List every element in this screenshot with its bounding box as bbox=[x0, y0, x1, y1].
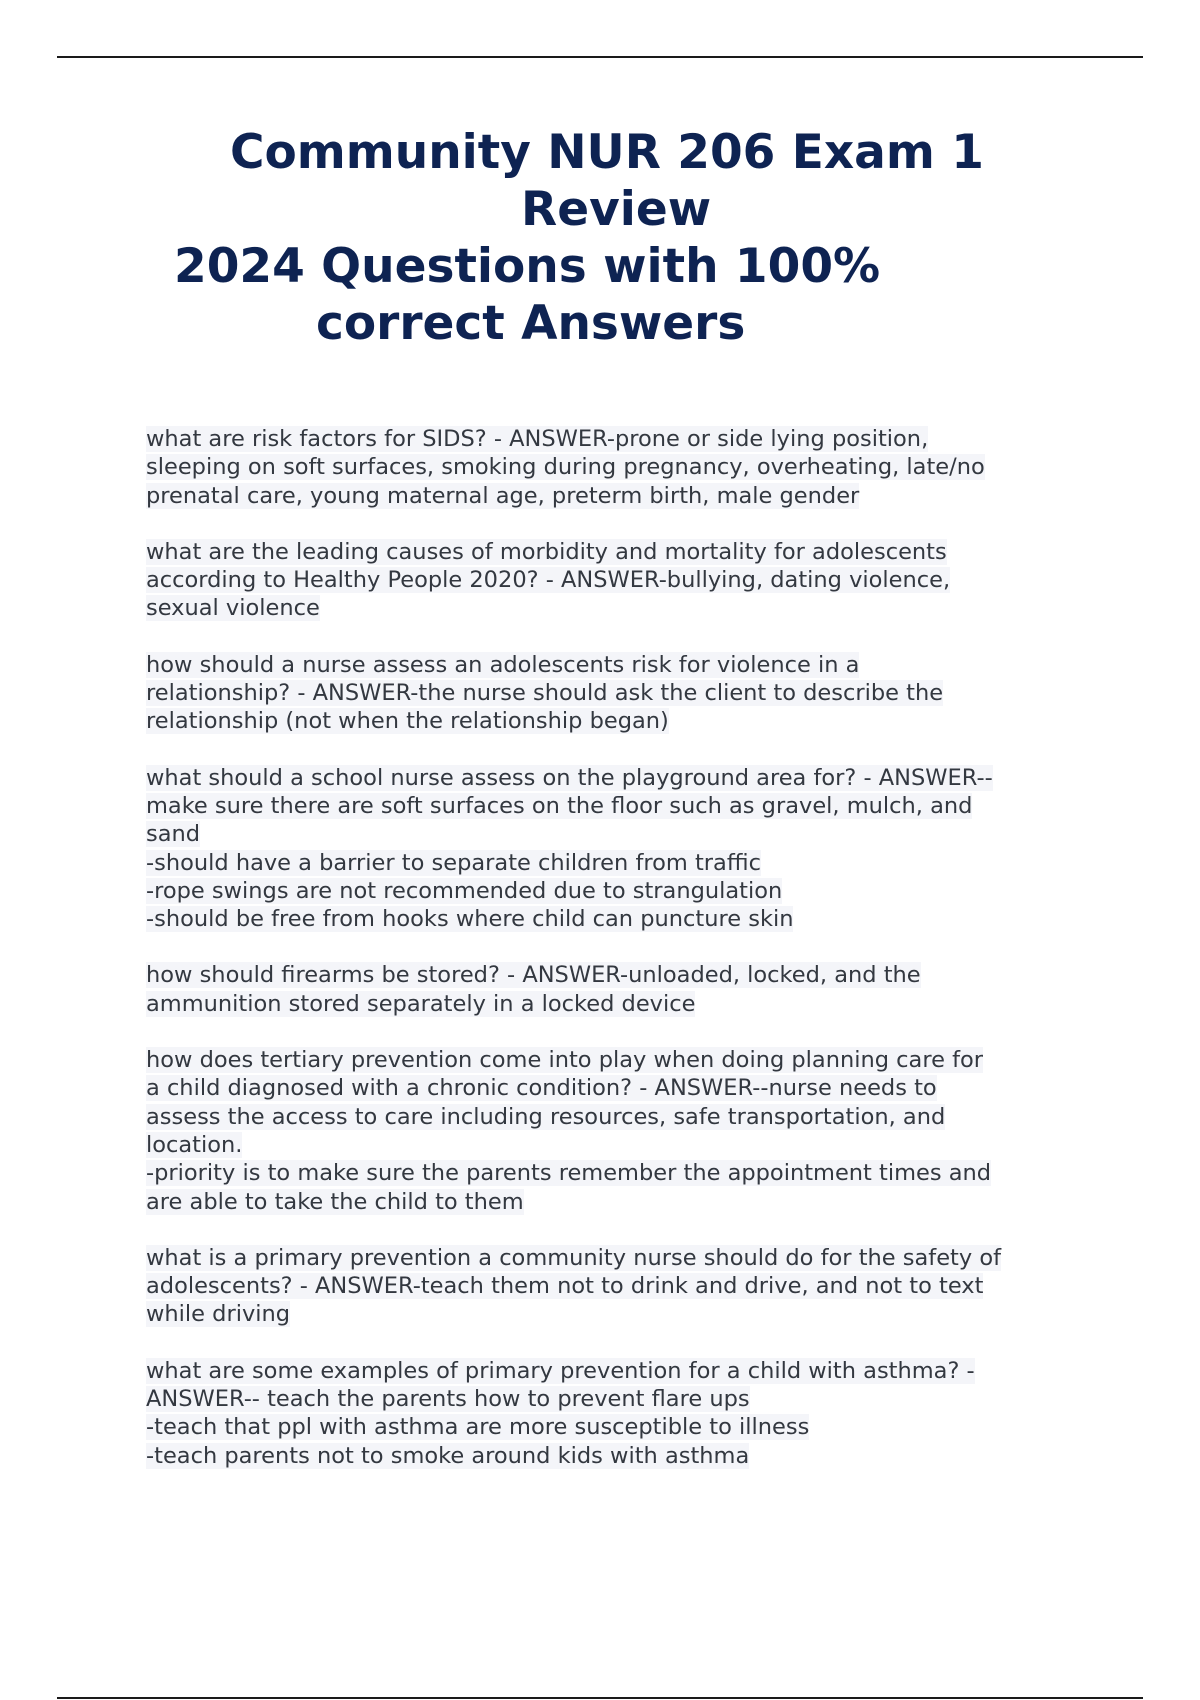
qa-line bbox=[146, 764, 1096, 792]
qa-line bbox=[146, 482, 1096, 510]
qa-line-text: sexual violence bbox=[146, 595, 320, 622]
qa-line-text: assess the access to care including resources, safe transportation, and bbox=[146, 1103, 946, 1130]
qa-line bbox=[146, 1413, 1096, 1441]
qa-line-text: sleeping on soft surfaces, smoking during pregnancy, overheating, late/no bbox=[146, 454, 985, 481]
qa-item bbox=[146, 1244, 1096, 1329]
qa-item bbox=[146, 1357, 1096, 1470]
qa-line-text: -teach parents not to smoke around kids with asthma bbox=[146, 1442, 750, 1469]
title-line: correct Answers bbox=[316, 296, 746, 351]
qa-line-text: ammunition stored separately in a locked device bbox=[146, 990, 696, 1017]
qa-line bbox=[146, 849, 1096, 877]
qa-line-text: how should firearms be stored? - ANSWER-unloaded, locked, and the bbox=[146, 962, 921, 989]
qa-item bbox=[146, 425, 1096, 510]
qa-line bbox=[146, 1244, 1096, 1272]
qa-line-text: make sure there are soft surfaces on the floor such as gravel, mulch, and bbox=[146, 792, 973, 819]
qa-item bbox=[146, 764, 1096, 934]
qa-item bbox=[146, 651, 1096, 736]
qa-line bbox=[146, 538, 1096, 566]
qa-line-text: adolescents? - ANSWER-teach them not to drink and drive, and not to text bbox=[146, 1273, 984, 1300]
document-title bbox=[0, 124, 1200, 352]
qa-line bbox=[146, 990, 1096, 1018]
qa-line bbox=[146, 594, 1096, 622]
qa-line-text: what is a primary prevention a community nurse should do for the safety of bbox=[146, 1244, 1002, 1271]
qa-line bbox=[146, 566, 1096, 594]
qa-line-text: location. bbox=[146, 1131, 243, 1158]
qa-line-text: -should be free from hooks where child can puncture skin bbox=[146, 906, 794, 933]
qa-item bbox=[146, 961, 1096, 1018]
qa-item bbox=[146, 538, 1096, 623]
qa-line-text: a child diagnosed with a chronic condition? - ANSWER--nurse needs to bbox=[146, 1075, 937, 1102]
qa-line bbox=[146, 651, 1096, 679]
qa-line-text: while driving bbox=[146, 1301, 291, 1328]
qa-line-text: sand bbox=[146, 821, 201, 848]
qa-line bbox=[146, 792, 1096, 820]
qa-line-text: -rope swings are not recommended due to strangulation bbox=[146, 877, 783, 904]
qa-line-text: relationship (not when the relationship began) bbox=[146, 708, 669, 735]
qa-line-text: what are risk factors for SIDS? - ANSWER-prone or side lying position, bbox=[146, 426, 929, 452]
qa-line bbox=[146, 1074, 1096, 1102]
qa-line bbox=[146, 453, 1096, 481]
qa-line-text: ANSWER-- teach the parents how to prevent flare ups bbox=[146, 1386, 750, 1413]
qa-line bbox=[146, 679, 1096, 707]
qa-line-text: relationship? - ANSWER-the nurse should ask the client to describe the bbox=[146, 680, 944, 707]
qa-line-text: what are the leading causes of morbidity and mortality for adolescents bbox=[146, 538, 947, 565]
question-answer-list bbox=[146, 425, 1096, 1498]
title-line: 2024 Questions with 100% bbox=[174, 239, 881, 294]
qa-line bbox=[146, 1103, 1096, 1131]
qa-line bbox=[146, 905, 1096, 933]
qa-line-text: are able to take the child to them bbox=[146, 1188, 524, 1215]
qa-line bbox=[146, 1188, 1096, 1216]
qa-line bbox=[146, 961, 1096, 989]
qa-line-text: how should a nurse assess an adolescents risk for violence in a bbox=[146, 651, 860, 678]
qa-line bbox=[146, 1300, 1096, 1328]
qa-line bbox=[146, 1046, 1096, 1074]
qa-line bbox=[146, 707, 1096, 735]
qa-line bbox=[146, 425, 1096, 453]
qa-line bbox=[146, 820, 1096, 848]
qa-item bbox=[146, 1046, 1096, 1216]
qa-line-text: prenatal care, young maternal age, preterm birth, male gender bbox=[146, 482, 860, 509]
qa-line-text: what are some examples of primary prevention for a child with asthma? - bbox=[146, 1357, 975, 1384]
qa-line bbox=[146, 1131, 1096, 1159]
header-rule bbox=[57, 56, 1143, 58]
qa-line bbox=[146, 1442, 1096, 1470]
qa-line bbox=[146, 1385, 1096, 1413]
qa-line bbox=[146, 1272, 1096, 1300]
qa-line bbox=[146, 1357, 1096, 1385]
qa-line-text: what should a school nurse assess on the playground area for? - ANSWER-- bbox=[146, 764, 993, 791]
qa-line-text: -teach that ppl with asthma are more susceptible to illness bbox=[146, 1414, 810, 1441]
qa-line-text: -priority is to make sure the parents remember the appointment times and bbox=[146, 1160, 992, 1187]
title-line: Review bbox=[521, 182, 712, 237]
qa-line-text: -should have a barrier to separate children from traffic bbox=[146, 849, 761, 876]
qa-line-text: how does tertiary prevention come into play when doing planning care for bbox=[146, 1047, 984, 1074]
qa-line bbox=[146, 877, 1096, 905]
footer-rule bbox=[57, 1697, 1143, 1699]
qa-line-text: according to Healthy People 2020? - ANSWER-bullying, dating violence, bbox=[146, 567, 951, 594]
qa-line bbox=[146, 1159, 1096, 1187]
title-line: Community NUR 206 Exam 1 bbox=[230, 125, 984, 180]
